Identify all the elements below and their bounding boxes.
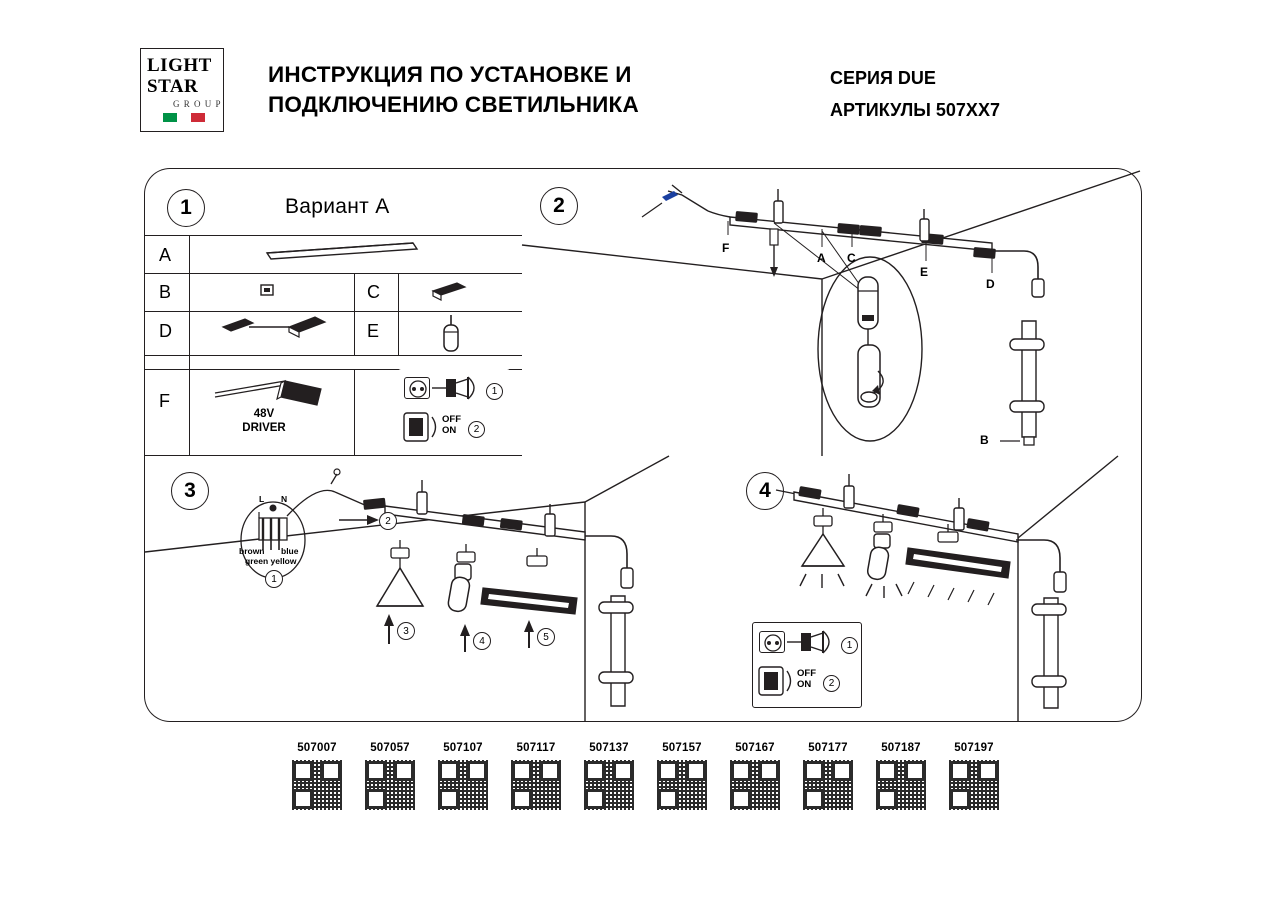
panel-step-4	[722, 456, 1142, 722]
series-info	[830, 62, 1130, 126]
qr-label: 507167	[735, 742, 775, 754]
qr-code-image	[365, 760, 415, 810]
step-3-badge: 3	[171, 472, 209, 510]
article-label: АРТИКУЛЫ 507XX7	[830, 100, 1000, 120]
picto-badge-1: 1	[841, 637, 858, 654]
qr-code-image	[438, 760, 488, 810]
row-label-d: D	[159, 321, 172, 341]
switch-on-label: ON	[442, 425, 457, 436]
row-label-a: A	[159, 245, 172, 265]
logo-text-light: LIGHT	[147, 55, 212, 76]
qr-item[interactable]	[864, 742, 938, 810]
power-switch-pictogram	[752, 622, 862, 708]
row-label-b: B	[159, 282, 172, 302]
page-title-line1: ИНСТРУКЦИЯ ПО УСТАНОВКЕ И	[268, 62, 632, 87]
qr-code-image	[730, 760, 780, 810]
step-1-badge: 1	[167, 189, 205, 227]
qr-item[interactable]	[572, 742, 646, 810]
qr-item[interactable]	[645, 742, 719, 810]
plug-icon	[753, 623, 863, 709]
callout-4: 4	[473, 632, 491, 650]
label-f: F	[722, 241, 730, 255]
page-title-line2: ПОДКЛЮЧЕНИЮ СВЕТИЛЬНИКА	[268, 92, 639, 117]
step-3-diagram	[145, 456, 723, 722]
qr-code-image	[584, 760, 634, 810]
wire-label-l: L	[259, 494, 265, 504]
qr-label: 507107	[443, 742, 483, 754]
qr-code-image	[657, 760, 707, 810]
label-e: E	[920, 265, 929, 279]
qr-label: 507187	[881, 742, 921, 754]
qr-item[interactable]	[937, 742, 1011, 810]
step-4-badge: 4	[746, 472, 784, 510]
qr-code-image	[876, 760, 926, 810]
label-b: B	[980, 433, 989, 447]
variant-title: Вариант А	[285, 195, 390, 218]
qr-label: 507007	[297, 742, 337, 754]
qr-code-list	[280, 742, 1010, 842]
driver-voltage: 48V	[253, 408, 275, 420]
plug-icon	[398, 369, 510, 455]
qr-code-image	[292, 760, 342, 810]
row-label-e: E	[367, 321, 380, 341]
qr-label: 507117	[516, 742, 556, 754]
panel-step-1	[144, 168, 522, 456]
qr-item[interactable]	[791, 742, 865, 810]
italy-flag-icon	[163, 113, 205, 122]
qr-item[interactable]	[280, 742, 354, 810]
qr-label: 507197	[954, 742, 994, 754]
qr-label: 507057	[370, 742, 410, 754]
switch-off-label: OFF	[442, 414, 461, 425]
row-label-c: C	[367, 282, 380, 302]
qr-item[interactable]	[499, 742, 573, 810]
callout-2: 2	[379, 512, 397, 530]
row-label-f: F	[159, 391, 170, 411]
page-title	[268, 60, 738, 120]
wire-label-n: N	[281, 494, 288, 504]
series-label: СЕРИЯ DUE	[830, 68, 936, 88]
callout-5: 5	[537, 628, 555, 646]
qr-code-image	[511, 760, 561, 810]
logo-text-star: STAR	[147, 76, 199, 97]
picto-badge-1: 1	[486, 383, 503, 400]
qr-label: 507137	[589, 742, 629, 754]
qr-item[interactable]	[426, 742, 500, 810]
header	[140, 44, 1140, 136]
brand-logo	[140, 48, 224, 132]
step-2-diagram	[522, 169, 1142, 457]
switch-off-label: OFF	[797, 668, 816, 679]
qr-item[interactable]	[353, 742, 427, 810]
picto-badge-2: 2	[823, 675, 840, 692]
driver-type: DRIVER	[242, 422, 286, 434]
switch-on-label: ON	[797, 679, 812, 690]
step-2-badge: 2	[540, 187, 578, 225]
wire-label-green-yellow: green yellow	[245, 556, 297, 566]
callout-3: 3	[397, 622, 415, 640]
qr-label: 507157	[662, 742, 702, 754]
logo-text-group: G R O U P	[173, 99, 222, 109]
label-d: D	[986, 277, 995, 291]
qr-label: 507177	[808, 742, 848, 754]
panel-step-2	[522, 168, 1142, 456]
panel-step-3	[144, 456, 722, 722]
qr-item[interactable]	[718, 742, 792, 810]
wire-label-blue: blue	[281, 546, 299, 556]
picto-badge-2: 2	[468, 421, 485, 438]
label-a: A	[817, 251, 826, 265]
callout-1: 1	[265, 570, 283, 588]
power-switch-pictogram	[398, 369, 510, 455]
qr-code-image	[803, 760, 853, 810]
label-c: C	[847, 251, 856, 265]
driver-label	[219, 407, 309, 435]
wire-label-brown: brown	[239, 546, 265, 556]
qr-code-image	[949, 760, 999, 810]
